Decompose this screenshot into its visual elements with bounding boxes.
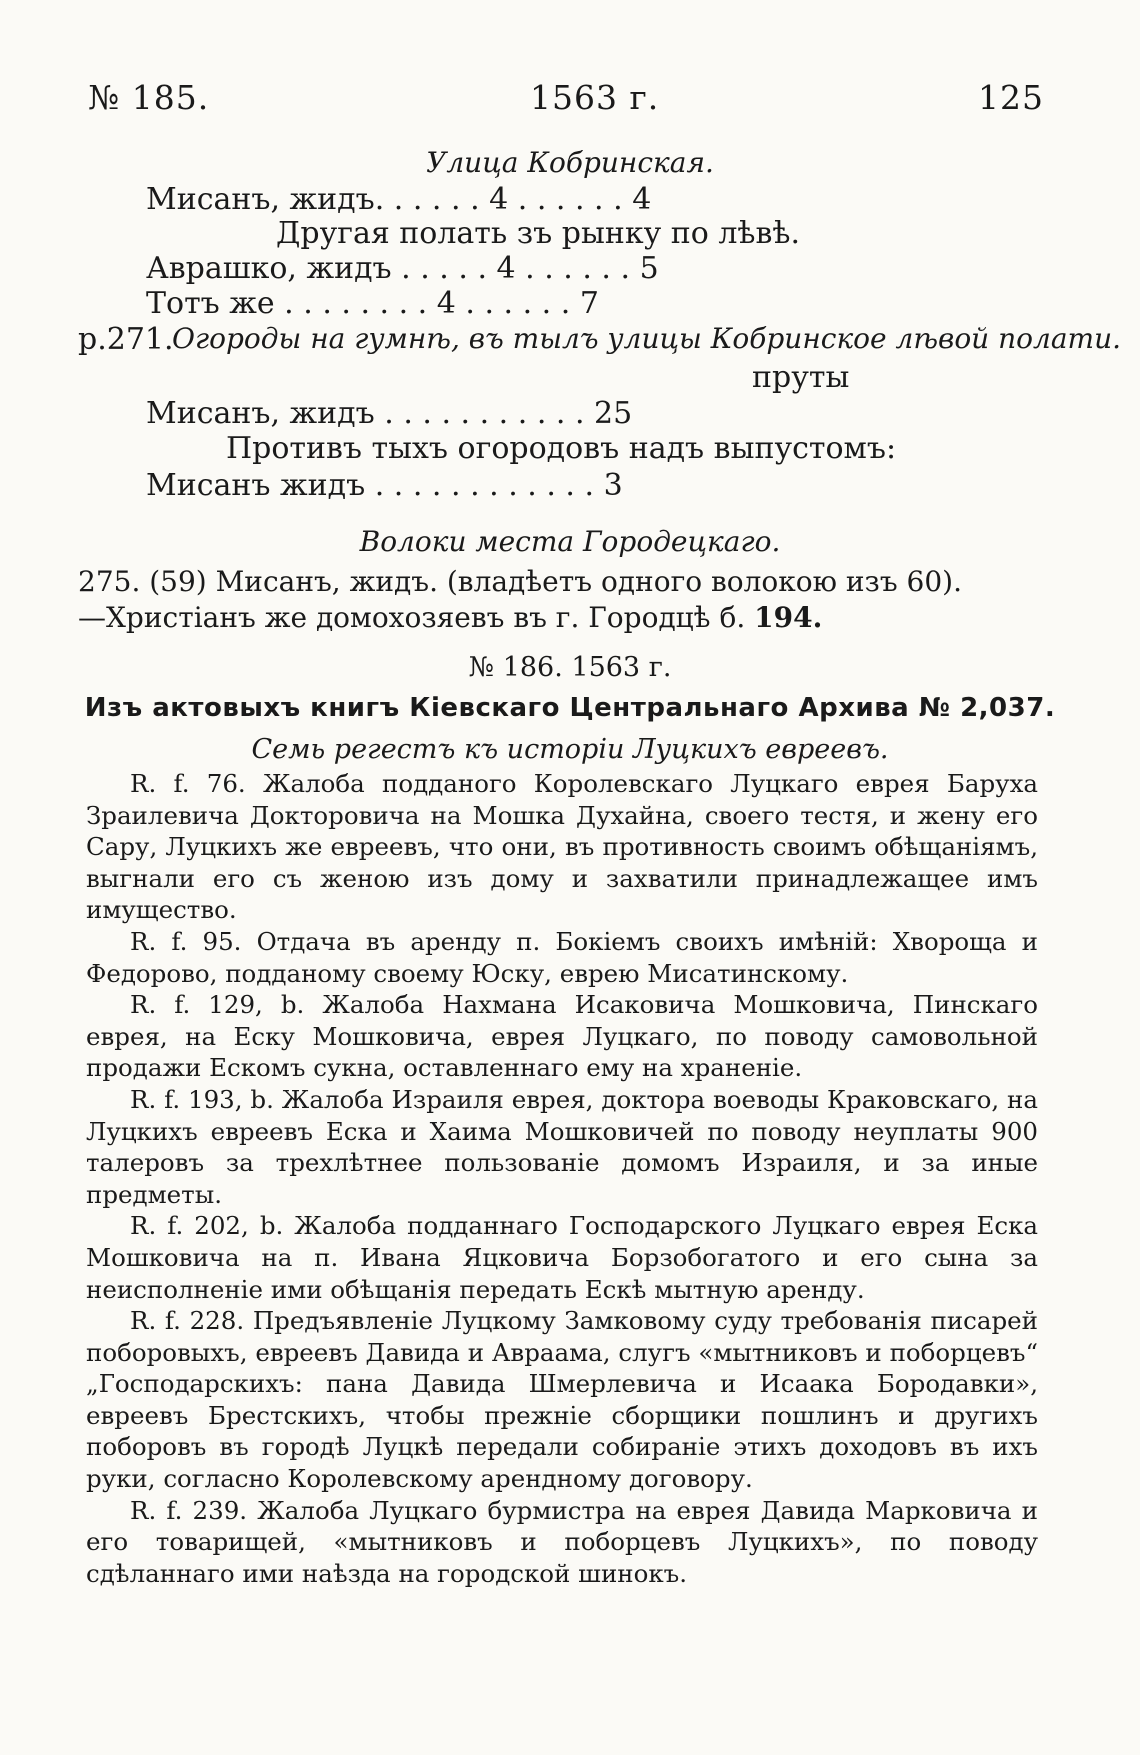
entry-misan-3: Мисанъ жидъ . . . . . . . . . . . . 3 — [146, 468, 623, 503]
voloki-line-2-number: 194. — [754, 601, 823, 634]
regest-paragraph: R. f. 129, b. Жалоба Нахмана Исаковича Мошковича, Пинскаго еврея, на Еску Мошковича, еврея Луцкаго, по поводу самовольной продажи Ескомъ сукна, оставленнаго ему на храненіе. — [86, 990, 1038, 1083]
gardens-heading: Огороды на гумнѣ, въ тылъ улицы Кобринское лѣвой полати. — [172, 322, 1122, 355]
section-186-source: Изъ актовыхъ книгъ Кіевскаго Центральнаго Архива № 2,037. — [84, 693, 1056, 723]
street-heading: Улица Кобринская. — [426, 146, 714, 179]
regest-paragraph: R. f. 193, b. Жалоба Израиля еврея, доктора воеводы Краковскаго, на Луцкихъ евреевъ Еска и Хаима Мошковичей по поводу неуплаты 900 талеровъ за трехлѣтнее пользованіе домомъ Израиля, и за иные предметы. — [86, 1084, 1038, 1209]
regest-paragraph: R. f. 76. Жалоба подданого Королевскаго Луцкаго еврея Баруха Зраилевича Докторовича на Мошка Духайна, своего тестя, и жену его Сару, Луцкихъ же евреевъ, что они, въ противность своимъ обѣщаніямъ, выгнали его съ женою изъ дому и захватили принадлежащее имъ имущество. — [86, 769, 1038, 925]
entry-number: № 185. — [88, 78, 210, 117]
opposite-gardens-heading: Противъ тыхъ огородовъ надъ выпустомъ: — [226, 431, 897, 466]
entry-avrashko: Аврашко, жидъ . . . . . 4 . . . . . . 5 — [146, 251, 659, 286]
unit-label: пруты — [752, 360, 850, 395]
regest-paragraph: R. f. 228. Предъявленіе Луцкому Замковому суду требованія писарей поборовыхъ, евреевъ Давида и Авраама, слугъ «мытниковъ и поборцевъ“ „Господарскихъ: пана Давида Шмерлевича и Исаака Бородавки», евреевъ Брестскихъ, чтобы прежніе сборщики пошлинъ и другихъ поборовъ въ городѣ Луцкѣ передали собираніе этихъ доходовъ въ ихъ руки, согласно Королевскому арендному договору. — [86, 1306, 1038, 1494]
voloki-heading: Волоки места Городецкаго. — [359, 525, 781, 558]
entry-misan-2: Мисанъ, жидъ . . . . . . . . . . . 25 — [146, 396, 633, 431]
regests-body — [86, 768, 1038, 1589]
section-186-number: № 186. 1563 г. — [468, 652, 672, 683]
voloki-line-2 — [78, 601, 822, 634]
regest-paragraph: R. f. 239. Жалоба Луцкаго бурмистра на еврея Давида Марковича и его товарищей, «мытниковъ и поборцевъ Луцкихъ», по поводу сдѣланнаго ими наѣзда на городской шинокъ. — [86, 1495, 1038, 1588]
voloki-line-1: 275. (59) Мисанъ, жидъ. (владѣетъ одного волокою изъ 60). — [78, 565, 962, 598]
entry-same: Тотъ же . . . . . . . . 4 . . . . . . 7 — [146, 286, 599, 321]
page-year: 1563 г. — [530, 78, 660, 117]
voloki-line-2-text: —Христіанъ же домохозяевъ въ г. Городцѣ б. — [78, 601, 746, 634]
other-chamber-heading: Другая полать зъ рынку по лѣвѣ. — [276, 216, 801, 251]
regest-paragraph: R. f. 95. Отдача въ аренду п. Бокіемъ своихъ имѣній: Хвороща и Федорово, подданому своему Юску, еврею Мисатинскому. — [86, 926, 1038, 988]
entry-misan-1: Мисанъ, жидъ. . . . . . 4 . . . . . . 4 — [146, 182, 652, 217]
page-reference: р.271. — [78, 322, 174, 357]
section-186-subtitle: Семь регестъ къ исторіи Луцкихъ евреевъ. — [251, 734, 889, 765]
page-number: 125 — [978, 78, 1044, 117]
regest-paragraph: R. f. 202, b. Жалоба подданнаго Господарского Луцкаго еврея Еска Мошковича на п. Ивана Яцковича Борзобогатого и его сына за неисполненіе ими обѣщанія передать Ескѣ мытную аренду. — [86, 1211, 1038, 1304]
